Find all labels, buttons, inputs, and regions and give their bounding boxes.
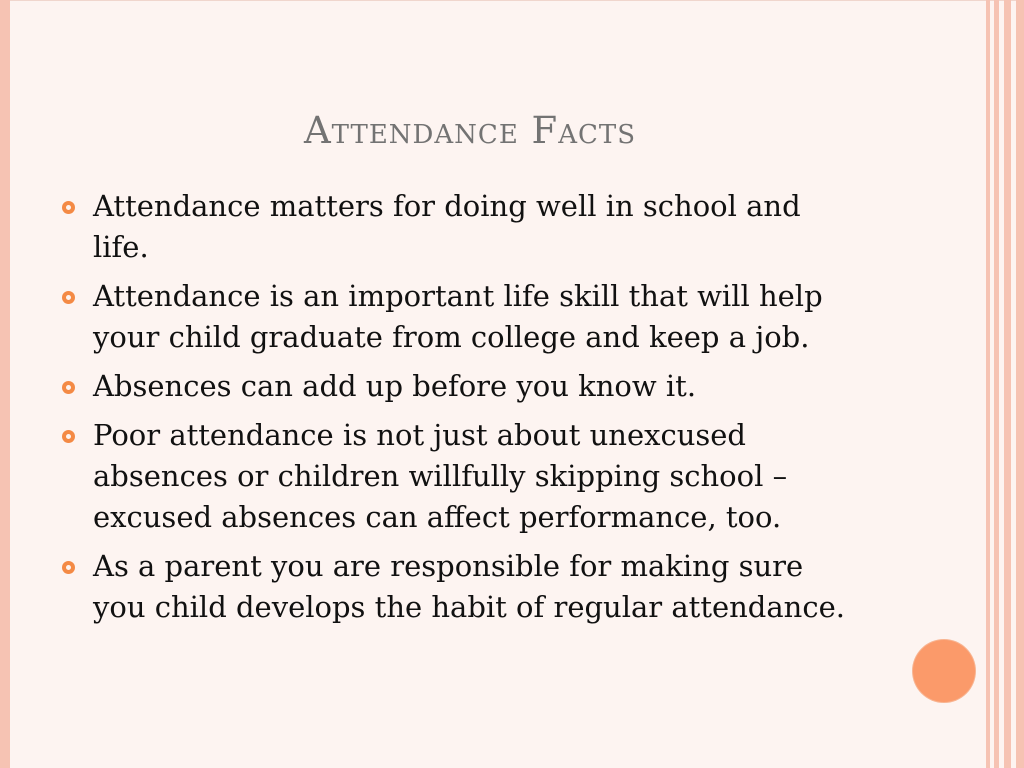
- bullet-text: As a parent you are responsible for making sure you child develops the habit of regular attendance.: [93, 549, 845, 624]
- right-decorative-stripe: [1004, 0, 1011, 768]
- right-decorative-stripe: [1016, 0, 1024, 768]
- list-item: [60, 186, 860, 268]
- bullet-text: Absences can add up before you know it.: [93, 369, 697, 403]
- list-item: [60, 366, 860, 407]
- bullet-text: Attendance matters for doing well in school and life.: [93, 189, 801, 264]
- slide-title: Attendance Facts: [303, 109, 637, 152]
- list-item: [60, 546, 860, 628]
- circle-bullet-icon: [62, 430, 75, 443]
- circle-bullet-icon: [62, 381, 75, 394]
- circle-bullet-icon: [62, 291, 75, 304]
- list-item: [60, 415, 860, 538]
- right-decorative-stripe: [994, 0, 999, 768]
- right-decorative-stripe: [986, 0, 990, 768]
- bullet-text: Poor attendance is not just about unexcused absences or children willfully skipping school – excused absences can affect performance, too.: [93, 418, 788, 534]
- bullet-text: Attendance is an important life skill that will help your child graduate from college and keep a job.: [93, 279, 823, 354]
- circle-bullet-icon: [62, 201, 75, 214]
- circle-bullet-icon: [62, 561, 75, 574]
- list-item: [60, 276, 860, 358]
- top-border: [0, 0, 1024, 1]
- decorative-circle: [913, 640, 975, 702]
- bullet-list: [60, 186, 860, 636]
